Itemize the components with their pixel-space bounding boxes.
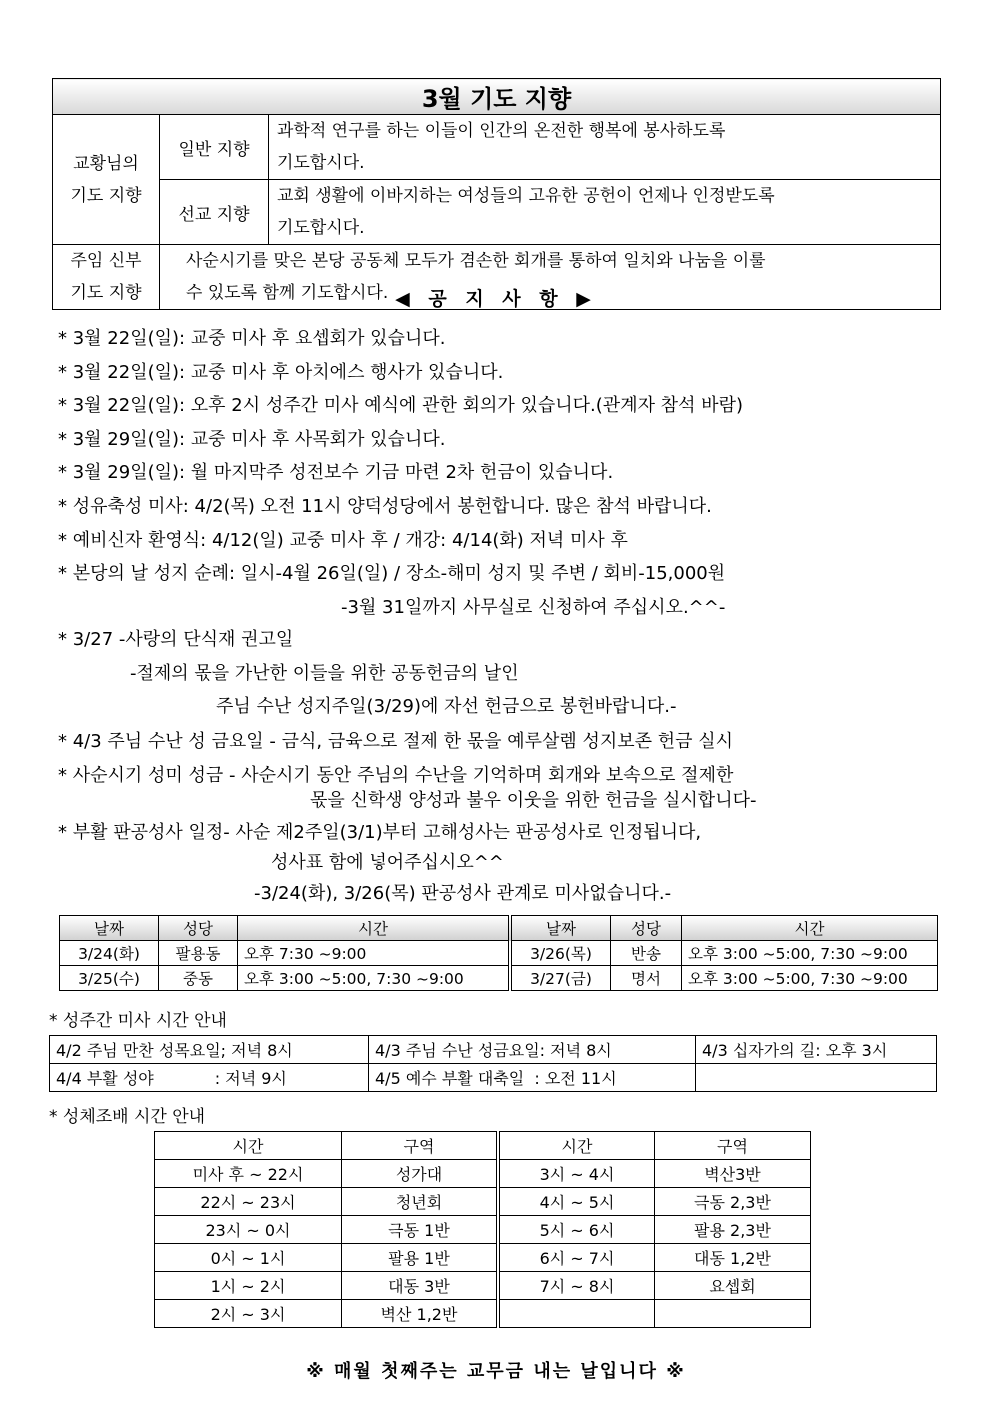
cell-date: 3/24(화) bbox=[60, 941, 159, 966]
pastor-text-line2: 수 있도록 함께 기도합시다. bbox=[186, 283, 389, 303]
cell-church: 팔용동 bbox=[159, 941, 238, 966]
cell-time: 5시 ~ 6시 bbox=[498, 1216, 655, 1244]
holy-week-cell: 4/2 주님 만찬 성목요일; 저녁 8시 bbox=[50, 1036, 369, 1064]
announcement-item: * 성유축성 미사: 4/2(목) 오전 11시 양덕성당에서 봉헌합니다. 많은 참석 바랍니다. bbox=[58, 496, 712, 517]
cell-zone bbox=[655, 1300, 811, 1328]
pope-label-line2: 기도 지향 bbox=[70, 185, 142, 206]
pope-label-line1: 교황님의 bbox=[73, 153, 139, 174]
prayer-intention-table bbox=[52, 78, 941, 310]
header-time: 시간 bbox=[238, 916, 511, 941]
cell-time: 7시 ~ 8시 bbox=[498, 1272, 655, 1300]
cell-time: 23시 ~ 0시 bbox=[155, 1216, 342, 1244]
cell-zone: 대동 3반 bbox=[342, 1272, 499, 1300]
pope-intention-label bbox=[53, 115, 160, 245]
cell-time: 오후 7:30 ~9:00 bbox=[238, 941, 511, 966]
cell-zone: 요셉회 bbox=[655, 1272, 811, 1300]
announcement-continuation: -절제의 몫을 가난한 이들을 위한 공동헌금의 날인 bbox=[130, 663, 519, 684]
header-church: 성당 bbox=[611, 916, 682, 941]
header-date: 날짜 bbox=[60, 916, 159, 941]
table-row bbox=[155, 1188, 811, 1216]
cell-time: 오후 3:00 ~5:00, 7:30 ~9:00 bbox=[682, 941, 938, 966]
cell-zone: 청년회 bbox=[342, 1188, 499, 1216]
announcement-item: * 4/3 주님 수난 성 금요일 - 금식, 금육으로 절제 한 몫을 예루살렘 성지보존 헌금 실시 bbox=[58, 731, 734, 752]
holy-week-cell: 4/5 예수 부활 대축일 : 오전 11시 bbox=[369, 1064, 696, 1092]
cell-zone: 벽산 1,2반 bbox=[342, 1300, 499, 1328]
table-row bbox=[60, 966, 938, 991]
announcement-item: * 3/27 -사랑의 단식재 권고일 bbox=[58, 629, 294, 650]
cell-time: 22시 ~ 23시 bbox=[155, 1188, 342, 1216]
cell-zone: 극동 1반 bbox=[342, 1216, 499, 1244]
cell-date: 3/27(금) bbox=[510, 966, 611, 991]
table-row bbox=[50, 1036, 937, 1064]
announcement-item: * 본당의 날 성지 순례: 일시-4월 26일(일) / 장소-해미 성지 및 주변 / 회비-15,000원 bbox=[58, 563, 726, 584]
announcement-continuation: -3월 31일까지 사무실로 신청하여 주십시오.^^- bbox=[341, 597, 726, 618]
cell-time: 4시 ~ 5시 bbox=[498, 1188, 655, 1216]
header-date: 날짜 bbox=[510, 916, 611, 941]
header-time: 시간 bbox=[155, 1132, 342, 1160]
cell-zone: 성가대 bbox=[342, 1160, 499, 1188]
general-intention-label: 일반 지향 bbox=[160, 115, 269, 180]
announcement-item: * 사순시기 성미 성금 - 사순시기 동안 주님의 수난을 기억하며 회개와 보속으로 절제한 bbox=[58, 765, 734, 786]
table-row bbox=[155, 1160, 811, 1188]
notice-heading: ◀ 공 지 사 항 ▶ bbox=[395, 288, 597, 310]
announcement-continuation: 성사표 함에 넣어주십시오^^ bbox=[271, 852, 504, 873]
announcement-continuation: 몫을 신학생 양성과 불우 이웃을 위한 헌금을 실시합니다- bbox=[310, 790, 757, 811]
announcement-item: * 예비신자 환영식: 4/12(일) 교중 미사 후 / 개강: 4/14(화) 저녁 미사 후 bbox=[58, 530, 628, 551]
cell-time: 6시 ~ 7시 bbox=[498, 1244, 655, 1272]
holy-week-label: * 성주간 미사 시간 안내 bbox=[49, 1011, 227, 1031]
table-row bbox=[60, 941, 938, 966]
header-zone: 구역 bbox=[655, 1132, 811, 1160]
cell-zone: 대동 1,2반 bbox=[655, 1244, 811, 1272]
holy-week-cell bbox=[696, 1064, 937, 1092]
table-row bbox=[155, 1216, 811, 1244]
cell-zone: 팔용 2,3반 bbox=[655, 1216, 811, 1244]
cell-church: 반송 bbox=[611, 941, 682, 966]
general-intention-text bbox=[269, 115, 941, 180]
cell-time: 3시 ~ 4시 bbox=[498, 1160, 655, 1188]
cell-time: 오후 3:00 ~5:00, 7:30 ~9:00 bbox=[238, 966, 511, 991]
announcement-item: * 3월 22일(일): 교중 미사 후 요셉회가 있습니다. bbox=[58, 328, 446, 349]
confession-schedule-table bbox=[59, 915, 938, 991]
announcement-continuation: 주님 수난 성지주일(3/29)에 자선 헌금으로 봉헌바랍니다.- bbox=[216, 696, 677, 717]
announcement-item: * 부활 판공성사 일정- 사순 제2주일(3/1)부터 고해성사는 판공성사로 인정됩니다, bbox=[58, 822, 702, 843]
table-row bbox=[50, 1064, 937, 1092]
holy-week-table bbox=[49, 1035, 937, 1092]
mission-text-line2: 기도합시다. bbox=[277, 218, 365, 238]
cell-time: 오후 3:00 ~5:00, 7:30 ~9:00 bbox=[682, 966, 938, 991]
holy-week-cell: 4/3 십자가의 길: 오후 3시 bbox=[696, 1036, 937, 1064]
prayer-title: 3월 기도 지향 bbox=[53, 79, 941, 115]
cell-time bbox=[498, 1300, 655, 1328]
footer-notice: ※ 매월 첫째주는 교무금 내는 날입니다 ※ bbox=[306, 1361, 686, 1382]
mission-intention-text bbox=[269, 180, 941, 245]
announcement-item: * 3월 22일(일): 오후 2시 성주간 미사 예식에 관한 회의가 있습니다.(관계자 참석 바람) bbox=[58, 395, 743, 416]
announcement-item: * 3월 22일(일): 교중 미사 후 아치에스 행사가 있습니다. bbox=[58, 362, 504, 383]
cell-time: 미사 후 ~ 22시 bbox=[155, 1160, 342, 1188]
table-row bbox=[155, 1272, 811, 1300]
table-row bbox=[155, 1300, 811, 1328]
cell-time: 0시 ~ 1시 bbox=[155, 1244, 342, 1272]
pastor-label-line1: 주임 신부 bbox=[70, 251, 142, 271]
announcement-continuation: -3/24(화), 3/26(목) 판공성사 관계로 미사없습니다.- bbox=[254, 883, 672, 904]
cell-date: 3/26(목) bbox=[510, 941, 611, 966]
announcement-item: * 3월 29일(일): 교중 미사 후 사목회가 있습니다. bbox=[58, 429, 446, 450]
cell-time: 2시 ~ 3시 bbox=[155, 1300, 342, 1328]
cell-zone: 극동 2,3반 bbox=[655, 1188, 811, 1216]
mission-text-line1: 교회 생활에 이바지하는 여성들의 고유한 공헌이 언제나 인정받도록 bbox=[277, 186, 775, 206]
general-text-line2: 기도합시다. bbox=[277, 153, 365, 173]
holy-week-cell: 4/3 주님 수난 성금요일: 저녁 8시 bbox=[369, 1036, 696, 1064]
adoration-table bbox=[154, 1131, 811, 1328]
cell-zone: 벽산3반 bbox=[655, 1160, 811, 1188]
announcement-item: * 3월 29일(일): 월 마지막주 성전보수 기금 마련 2차 헌금이 있습니다. bbox=[58, 462, 614, 483]
pastor-text-line1: 사순시기를 맞은 본당 공동체 모두가 겸손한 회개를 통하여 일치와 나눔을 이룰 bbox=[186, 251, 766, 271]
header-zone: 구역 bbox=[342, 1132, 499, 1160]
cell-church: 중동 bbox=[159, 966, 238, 991]
header-time: 시간 bbox=[682, 916, 938, 941]
general-text-line1: 과학적 연구를 하는 이들이 인간의 온전한 행복에 봉사하도록 bbox=[277, 121, 726, 141]
cell-church: 명서 bbox=[611, 966, 682, 991]
mission-intention-label: 선교 지향 bbox=[160, 180, 269, 245]
cell-date: 3/25(수) bbox=[60, 966, 159, 991]
holy-week-cell: 4/4 부활 성야 : 저녁 9시 bbox=[50, 1064, 369, 1092]
cell-time: 1시 ~ 2시 bbox=[155, 1272, 342, 1300]
cell-zone: 팔용 1반 bbox=[342, 1244, 499, 1272]
header-time: 시간 bbox=[498, 1132, 655, 1160]
adoration-label: * 성체조배 시간 안내 bbox=[49, 1107, 206, 1127]
header-church: 성당 bbox=[159, 916, 238, 941]
pastor-label-line2: 기도 지향 bbox=[70, 283, 142, 303]
table-row bbox=[155, 1244, 811, 1272]
